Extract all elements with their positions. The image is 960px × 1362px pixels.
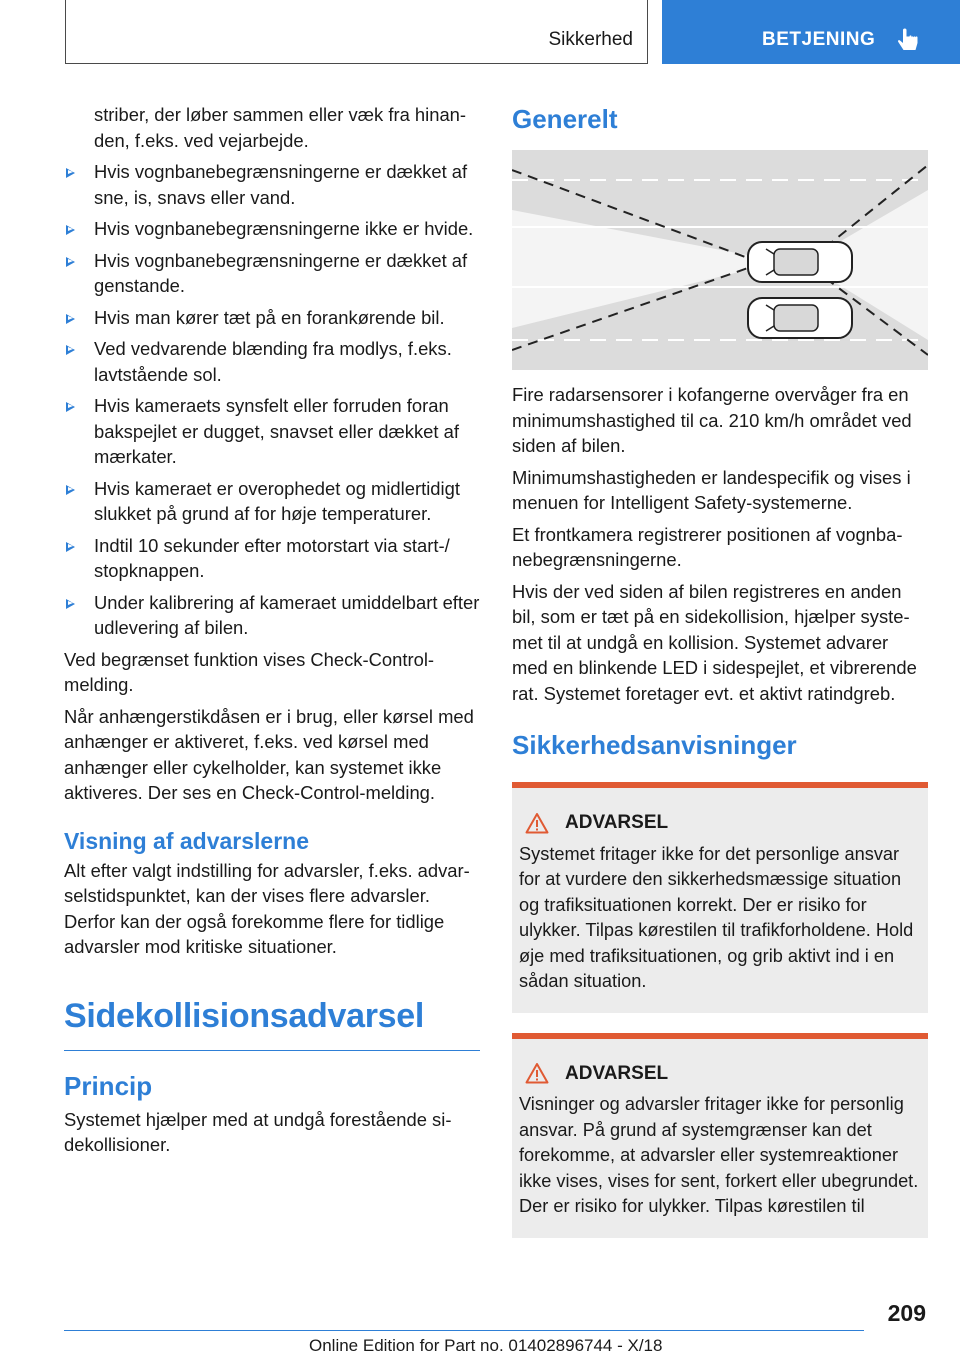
- list-item: Hvis vognbanebegrænsningerne ikke er hvide.: [64, 216, 480, 242]
- list-item: Hvis man kører tæt på en forankørende bil.: [64, 305, 480, 331]
- warning-box: [512, 782, 928, 1013]
- paragraph: Systemet hjælper med at undgå forestående sidekollisioner.: [64, 1108, 452, 1155]
- subheading-safety-instructions: Sikkerhedsanvisninger: [512, 730, 797, 760]
- heading-divider: [64, 1050, 480, 1051]
- header-chapter-box: [662, 0, 960, 64]
- pointing-hand-icon: [894, 24, 924, 54]
- bullet-triangle-icon: [66, 485, 75, 495]
- warning-box: [512, 1033, 928, 1238]
- list-item: Hvis vognbanebegrænsningerne er dækket af sne, is, snavs eller vand.: [64, 159, 480, 210]
- left-column: [64, 102, 480, 1164]
- car-icon: [748, 242, 852, 282]
- list-item: Hvis kameraets synsfelt eller forruden foran bakspejlet er dugget, snavset eller dækket af mærkater.: [64, 393, 480, 470]
- list-item: Indtil 10 sekunder efter motorstart via start-/ stopknappen.: [64, 533, 480, 584]
- bullet-triangle-icon: [66, 225, 75, 235]
- car-icon: [748, 298, 852, 338]
- paragraph: Hvis der ved siden af bilen registreres en anden bil, som er tæt på en sidekollision, hjælper systemet til at undgå en kollision. Systemet advarer med en blinkende LED i sidespejlet, et vibrerende rat. Systemet foretager evt. et aktivt ratindgreb.: [512, 580, 917, 704]
- paragraph: Når anhængerstikdåsen er i brug, eller kørsel med anhænger er aktiveret, f.eks. ved kørsel med anhænger eller cykelholder, kan systemet ikke aktiveres. Der ses en Check-Control-melding.: [64, 705, 474, 803]
- warning-text: Systemet fritager ikke for det personlige ansvar for at vurdere den sikkerhedsmæssige situation og trafiksituationen korrekt. Der er risiko for ulykker. Tilpas kørestilen til trafikforholdene. Hold øje med trafiksituationen, og grib aktivt ind i en sådan situation.: [519, 843, 914, 991]
- edition-text: Online Edition for Part no. 01402896744 - X/18: [309, 1336, 663, 1355]
- list-item: Under kalibrering af kameraet umiddelbart efter udlevering af bilen.: [64, 590, 480, 641]
- continued-text: striber, der løber sammen eller væk fra hinanden, f.eks. ved vejarbejde.: [94, 104, 467, 151]
- bullet-triangle-icon: [66, 599, 75, 609]
- warning-triangle-icon: [525, 1062, 549, 1084]
- list-item: Ved vedvarende blænding fra modlys, f.eks. lavtstående sol.: [64, 336, 480, 387]
- list-item: Hvis vognbanebegrænsningerne er dækket af genstande.: [64, 248, 480, 299]
- bullet-triangle-icon: [66, 345, 75, 355]
- right-column: [512, 102, 928, 1238]
- bullet-triangle-icon: [66, 168, 75, 178]
- bullet-triangle-icon: [66, 314, 75, 324]
- subheading-principle: Princip: [64, 1070, 153, 1101]
- warning-title: ADVARSEL: [565, 1062, 669, 1084]
- side-collision-illustration: [512, 150, 928, 370]
- header-section-box: [65, 0, 648, 64]
- radar-zone-diagram: [512, 150, 928, 370]
- subheading-general: Generelt: [512, 104, 618, 134]
- condition-list: [64, 159, 480, 641]
- subheading-warnings-display: Visning af advarslerne: [64, 827, 310, 854]
- warning-title: ADVARSEL: [565, 812, 669, 833]
- section-title: Sikkerhed: [548, 29, 633, 50]
- section-heading: Sidekollisionsadvarsel: [64, 996, 425, 1035]
- list-item: Hvis kameraet er overophedet og midlertidigt slukket på grund af for høje temperaturer.: [64, 476, 480, 527]
- warning-text: Visninger og advarsler fritager ikke for personlig ansvar. På grund af systemgrænser kan det forekomme, at advarsler eller systemreaktioner ikke vises, vises for sent, forkert eller ubegrundet. Der er risiko for ulykker. Tilpas kørestilen til: [519, 1094, 919, 1216]
- bullet-triangle-icon: [66, 402, 75, 412]
- page-number: 209: [887, 1300, 926, 1326]
- paragraph: Fire radarsensorer i kofangerne overvåger fra en minimumshastighed til ca. 210 km/h området ved siden af bilen.: [512, 384, 912, 456]
- paragraph: Et frontkamera registrerer positionen af vognbanebegrænsningerne.: [512, 523, 903, 570]
- footer-divider: [64, 1330, 864, 1331]
- warning-triangle-icon: [525, 812, 549, 834]
- paragraph: Minimumshastigheden er landespecifik og vises i menuen for Intelligent Safety-systemerne.: [512, 466, 911, 513]
- bullet-triangle-icon: [66, 542, 75, 552]
- paragraph: Alt efter valgt indstilling for advarsler, f.eks. advarselstidspunktet, kan der vises flere advarsler. Derfor kan der også forekomme flere for tidlige advarsler mod kritiske situationer.: [64, 859, 470, 957]
- paragraph: Ved begrænset funktion vises Check-Control-melding.: [64, 648, 435, 695]
- chapter-title: BETJENING: [762, 29, 876, 50]
- bullet-triangle-icon: [66, 257, 75, 267]
